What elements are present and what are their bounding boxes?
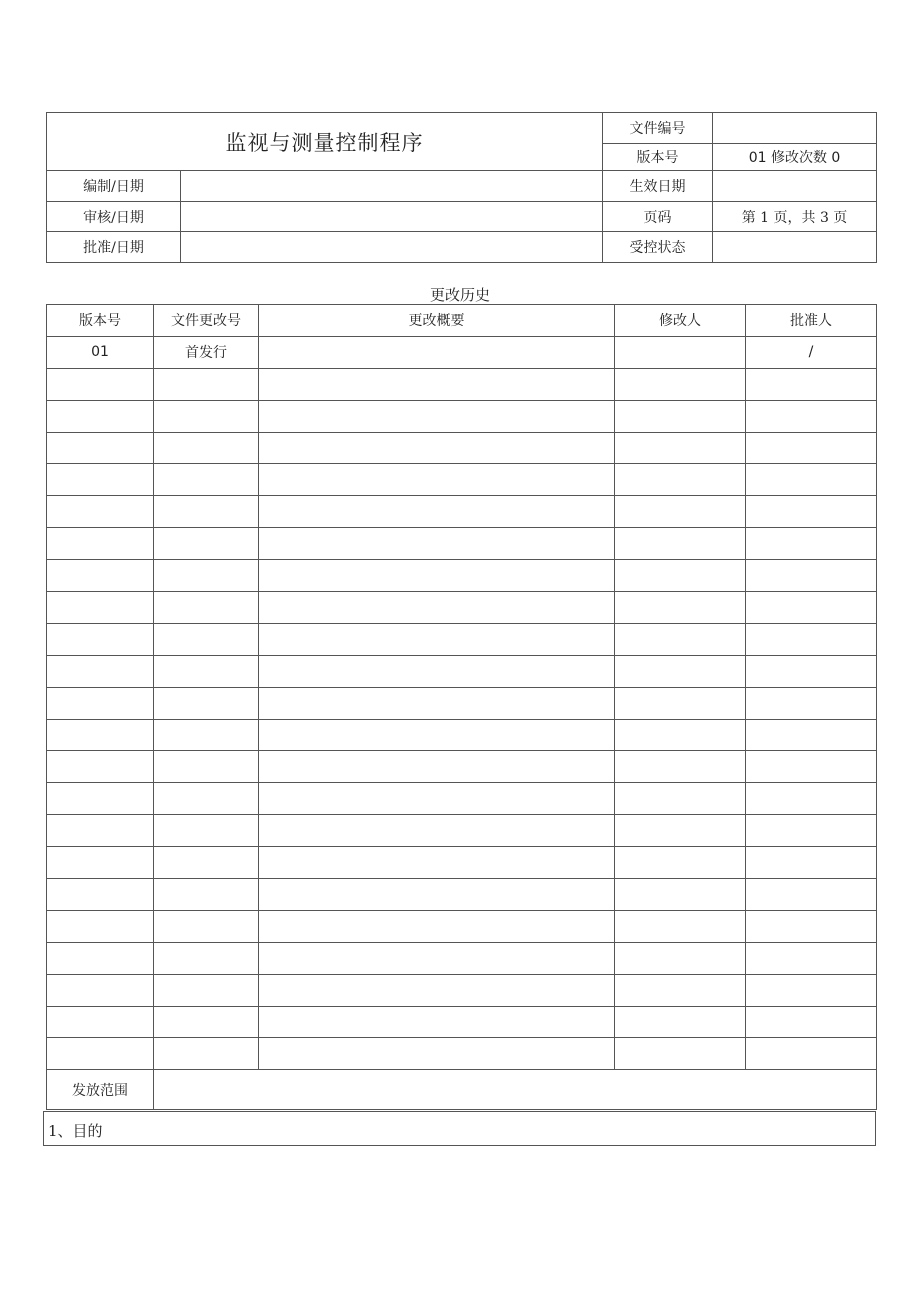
table-row (47, 847, 877, 879)
table-row (47, 336, 877, 368)
table-cell (154, 368, 259, 400)
table-row (47, 942, 877, 974)
table-cell (259, 1006, 615, 1038)
table-cell (746, 655, 877, 687)
history-header-row (47, 305, 877, 337)
table-cell (259, 719, 615, 751)
table-row (47, 783, 877, 815)
table-cell (154, 910, 259, 942)
table-row (47, 1006, 877, 1038)
table-cell (154, 528, 259, 560)
table-cell (615, 847, 746, 879)
table-cell (154, 1038, 259, 1070)
table-row (47, 974, 877, 1006)
table-cell (47, 400, 154, 432)
reviewed-value (181, 202, 603, 232)
table-cell (47, 783, 154, 815)
table-cell (47, 879, 154, 911)
doc-no-label: 文件编号 (603, 113, 713, 144)
distribution-label: 发放范围 (47, 1070, 154, 1110)
history-caption: 更改历史 (429, 286, 490, 304)
table-cell (154, 400, 259, 432)
table-cell (615, 783, 746, 815)
document-header-table (46, 112, 877, 263)
table-cell (154, 719, 259, 751)
table-cell (47, 623, 154, 655)
table-cell (154, 1006, 259, 1038)
table-cell (47, 751, 154, 783)
table-cell (47, 847, 154, 879)
table-cell (259, 910, 615, 942)
table-cell (615, 368, 746, 400)
table-cell (615, 496, 746, 528)
table-cell (154, 942, 259, 974)
table-cell (259, 815, 615, 847)
approved-label: 批准/日期 (47, 232, 181, 263)
table-row (47, 879, 877, 911)
prepared-value (181, 171, 603, 202)
table-cell (47, 974, 154, 1006)
table-cell (259, 974, 615, 1006)
table-row (47, 1038, 877, 1070)
table-cell (746, 432, 877, 464)
version-value: 01 修改次数 0 (713, 144, 877, 171)
column-header: 文件更改号 (154, 305, 259, 337)
table-row (47, 528, 877, 560)
table-row (47, 910, 877, 942)
table-cell (47, 815, 154, 847)
table-cell (746, 1038, 877, 1070)
table-cell (746, 910, 877, 942)
table-cell (154, 655, 259, 687)
effective-label: 生效日期 (603, 171, 713, 202)
table-cell (259, 847, 615, 879)
table-cell (615, 400, 746, 432)
table-cell (615, 879, 746, 911)
table-cell (615, 623, 746, 655)
reviewed-label: 审核/日期 (47, 202, 181, 232)
column-header: 批准人 (746, 305, 877, 337)
table-cell (746, 847, 877, 879)
approved-value (181, 232, 603, 263)
table-cell (615, 464, 746, 496)
table-cell (615, 910, 746, 942)
table-cell (154, 879, 259, 911)
status-label: 受控状态 (603, 232, 713, 263)
table-cell (259, 336, 615, 368)
column-header: 更改概要 (259, 305, 615, 337)
table-cell (259, 687, 615, 719)
table-cell (746, 751, 877, 783)
table-row (47, 623, 877, 655)
table-cell (615, 432, 746, 464)
table-cell (746, 1006, 877, 1038)
table-cell (47, 528, 154, 560)
table-cell (154, 847, 259, 879)
table-cell (154, 560, 259, 592)
page-label: 页码 (603, 202, 713, 232)
table-cell (154, 496, 259, 528)
table-cell (154, 783, 259, 815)
table-cell (259, 432, 615, 464)
table-cell (47, 942, 154, 974)
effective-value (713, 171, 877, 202)
page-value: 第 1 页，共 3 页 (713, 202, 877, 232)
table-cell (47, 496, 154, 528)
table-cell (746, 783, 877, 815)
table-row (47, 464, 877, 496)
table-cell (259, 528, 615, 560)
table-cell (47, 1038, 154, 1070)
table-cell (259, 464, 615, 496)
column-header: 修改人 (615, 305, 746, 337)
table-cell (259, 942, 615, 974)
table-row (47, 719, 877, 751)
table-cell (746, 368, 877, 400)
table-cell (47, 719, 154, 751)
table-cell (615, 974, 746, 1006)
table-cell (154, 464, 259, 496)
table-cell (746, 815, 877, 847)
table-cell (615, 719, 746, 751)
table-cell: 首发行 (154, 336, 259, 368)
table-cell (259, 368, 615, 400)
table-cell (746, 623, 877, 655)
table-cell (746, 719, 877, 751)
table-cell (259, 623, 615, 655)
table-cell (615, 528, 746, 560)
table-cell (154, 432, 259, 464)
table-row (47, 496, 877, 528)
table-row (47, 815, 877, 847)
table-row (47, 751, 877, 783)
table-cell (47, 655, 154, 687)
table-cell (259, 751, 615, 783)
table-cell (47, 592, 154, 624)
table-row (47, 432, 877, 464)
document-title: 监视与测量控制程序 (47, 113, 603, 171)
table-cell (259, 783, 615, 815)
table-cell (615, 751, 746, 783)
column-header: 版本号 (47, 305, 154, 337)
doc-no-value (713, 113, 877, 144)
version-label: 版本号 (603, 144, 713, 171)
table-cell (47, 464, 154, 496)
table-row (47, 368, 877, 400)
table-row (47, 560, 877, 592)
table-cell (615, 1006, 746, 1038)
distribution-value (154, 1070, 877, 1110)
table-cell (746, 687, 877, 719)
table-cell (47, 910, 154, 942)
table-cell (746, 974, 877, 1006)
table-cell (47, 1006, 154, 1038)
table-cell (47, 687, 154, 719)
table-cell (259, 400, 615, 432)
table-cell (259, 592, 615, 624)
table-cell: 01 (47, 336, 154, 368)
table-cell (259, 1038, 615, 1070)
prepared-label: 编制/日期 (47, 171, 181, 202)
table-cell (615, 942, 746, 974)
table-cell (259, 560, 615, 592)
table-cell (47, 432, 154, 464)
table-row (47, 655, 877, 687)
table-cell (746, 400, 877, 432)
table-cell (746, 942, 877, 974)
table-cell (47, 560, 154, 592)
table-cell (154, 623, 259, 655)
table-cell (746, 879, 877, 911)
table-row (47, 400, 877, 432)
table-cell (154, 974, 259, 1006)
section-heading: 1、目的 (43, 1111, 876, 1146)
status-value (713, 232, 877, 263)
table-cell (259, 496, 615, 528)
table-cell (615, 336, 746, 368)
table-cell (615, 687, 746, 719)
table-cell (154, 751, 259, 783)
table-cell (615, 655, 746, 687)
table-cell: / (746, 336, 877, 368)
table-cell (746, 528, 877, 560)
change-history-table (46, 304, 877, 1110)
table-cell (154, 815, 259, 847)
table-row (47, 687, 877, 719)
table-cell (615, 592, 746, 624)
table-cell (47, 368, 154, 400)
table-cell (746, 560, 877, 592)
table-cell (615, 1038, 746, 1070)
table-cell (154, 592, 259, 624)
distribution-row (47, 1070, 877, 1110)
table-cell (746, 592, 877, 624)
table-cell (154, 687, 259, 719)
table-cell (746, 464, 877, 496)
table-row (47, 592, 877, 624)
table-cell (615, 815, 746, 847)
table-cell (259, 879, 615, 911)
table-cell (615, 560, 746, 592)
table-cell (746, 496, 877, 528)
table-cell (259, 655, 615, 687)
